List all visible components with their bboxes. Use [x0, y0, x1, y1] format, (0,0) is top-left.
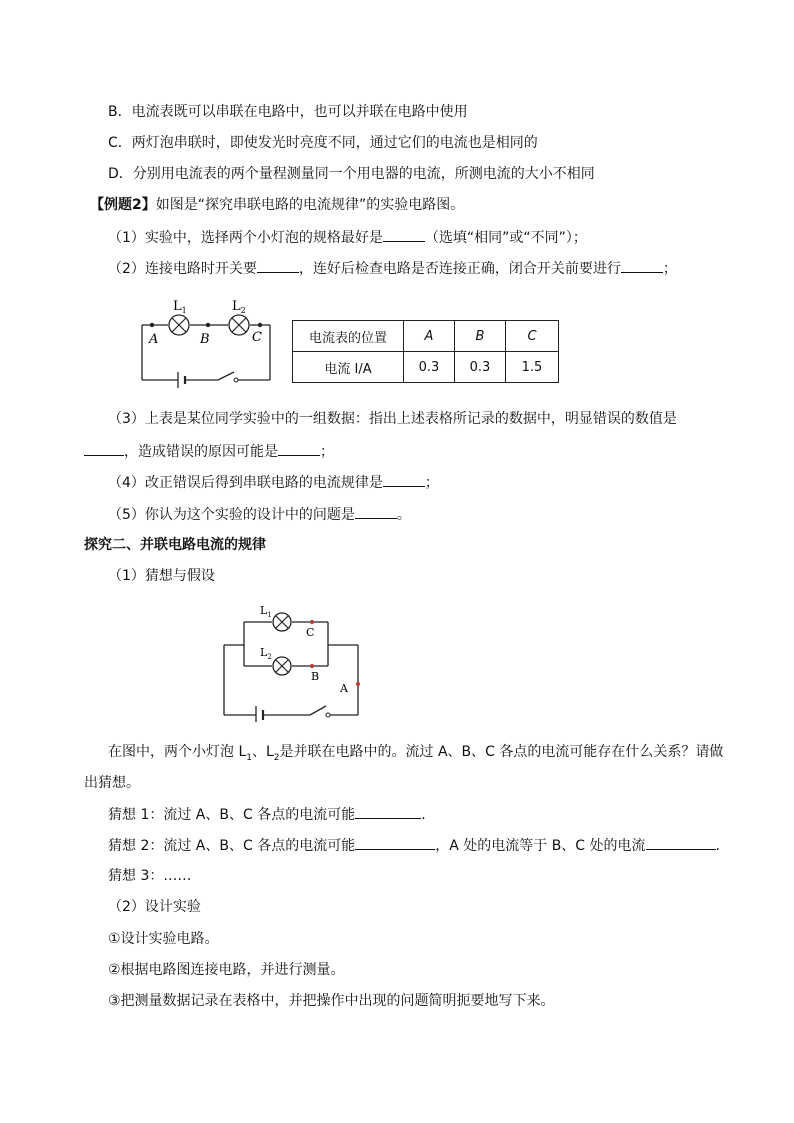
- question-3: [108, 409, 677, 429]
- answer-blank[interactable]: [621, 258, 663, 273]
- switch-contact: [234, 378, 238, 382]
- section-2-paragraph-cont: 出猜想。: [84, 775, 140, 791]
- question-2: [108, 258, 677, 279]
- option-c: C．两灯泡串联时，即使发光时亮度不同，通过它们的电流也是相同的: [108, 135, 538, 151]
- lamp-1-icon: [169, 315, 189, 335]
- point-a-label: A: [340, 682, 348, 695]
- question-4: [108, 472, 439, 493]
- switch-contact: [326, 713, 330, 717]
- guess-2-text: 猜想 2：流过 A、B、C 各点的电流可能: [108, 838, 356, 854]
- step-item-1: ①设计实验电路。: [108, 931, 219, 947]
- q2-text-end: ；: [662, 261, 677, 277]
- question-5: [108, 504, 411, 525]
- para-text: 、L: [251, 744, 274, 760]
- point-c-label: C: [252, 330, 262, 345]
- answer-blank[interactable]: [84, 441, 124, 456]
- point-c-label: C: [306, 626, 315, 639]
- option-d: D．分别用电流表的两个量程测量同一个用电器的电流，所测电流的大小不相同: [108, 166, 595, 182]
- switch-lever: [310, 706, 326, 715]
- point-a-dot: [150, 323, 154, 327]
- section-2-step-1: （1）猜想与假设: [108, 568, 215, 584]
- lamp-2-label: $L_2$: [232, 299, 246, 315]
- table-cell: 1.5: [506, 352, 559, 383]
- point-b-dot: [310, 664, 314, 668]
- section-2-step-2: （2）设计实验: [108, 899, 201, 915]
- lamp-1-label: $L_1$: [173, 299, 187, 315]
- q3-text-end: ；: [320, 444, 334, 460]
- lamp-2-label: $L_2$: [260, 646, 272, 661]
- question-1: [108, 227, 587, 248]
- guess-2: [108, 835, 720, 856]
- point-b-dot: [206, 323, 210, 327]
- question-3-cont: [84, 441, 334, 462]
- point-b-label: B: [311, 670, 320, 683]
- table-header-cell: 电流表的位置: [293, 321, 404, 352]
- answer-blank[interactable]: [383, 227, 425, 242]
- q4-text-end: ；: [424, 475, 439, 491]
- guess-3: 猜想 3：……: [108, 868, 192, 884]
- lamp-2-icon: [273, 657, 291, 675]
- point-a-dot: [356, 682, 360, 686]
- example2-intro: [90, 195, 464, 215]
- table-header-cell: C: [506, 321, 559, 352]
- q1-text: （1）实验中，选择两个小灯泡的规格最好是: [108, 230, 383, 246]
- q4-text: （4）改正错误后得到串联电路的电流规律是: [108, 475, 383, 491]
- table-row: [293, 352, 559, 383]
- q3-text: （3）上表是某位同学实验中的一组数据：指出上述表格所记录的数据中，明显错误的数值是: [108, 411, 677, 427]
- table-cell: 0.3: [404, 352, 455, 383]
- table-row-label: 电流 I/A: [293, 352, 404, 383]
- answer-blank[interactable]: [383, 472, 425, 487]
- table-cell: 0.3: [455, 352, 506, 383]
- table-row: [293, 321, 559, 352]
- q2-text-mid: ，连好后检查电路是否连接正确，闭合开关前要进行: [298, 261, 621, 277]
- step-item-2: ②根据电路图连接电路，并进行测量。: [108, 962, 345, 978]
- answer-blank[interactable]: [257, 258, 299, 273]
- current-measurement-table: [292, 320, 559, 383]
- para-text: 是并联在电路中的。流过 A、B、C 各点的电流可能存在什么关系？请做: [279, 744, 724, 760]
- lamp-1-label: $L_1$: [260, 604, 272, 619]
- point-b-label: B: [200, 332, 210, 347]
- table-header-cell: A: [404, 321, 455, 352]
- answer-blank[interactable]: [646, 835, 716, 850]
- table-header-cell: B: [455, 321, 506, 352]
- answer-blank[interactable]: [278, 441, 320, 456]
- example2-intro-text: 如图是“探究串联电路的电流规律”的实验电路图。: [155, 197, 465, 213]
- step-item-3: ③把测量数据记录在表格中，并把操作中出现的问题简明扼要地写下来。: [108, 993, 555, 1009]
- guess-1: [108, 804, 426, 825]
- para-subscript: 1: [246, 752, 252, 763]
- point-c-dot: [258, 323, 262, 327]
- parallel-circuit-diagram: [214, 600, 374, 722]
- q5-text: （5）你认为这个实验的设计中的问题是: [108, 507, 355, 523]
- q5-text-end: 。: [396, 507, 411, 523]
- answer-blank[interactable]: [355, 804, 421, 819]
- para-text: 在图中，两个小灯泡 L: [108, 744, 247, 760]
- guess-1-end: .: [421, 807, 426, 823]
- section-2-paragraph: [108, 742, 723, 768]
- series-circuit-diagram: [130, 294, 280, 390]
- point-c-dot: [310, 620, 314, 624]
- q3-text-mid: ，造成错误的原因可能是: [124, 444, 278, 460]
- point-a-label: A: [149, 332, 159, 347]
- q2-text: （2）连接电路时开关要: [108, 261, 257, 277]
- guess-1-text: 猜想 1：流过 A、B、C 各点的电流可能: [108, 807, 356, 823]
- q1-text-end: （选填“相同”或“不同”）；: [424, 230, 587, 246]
- guess-2-text-mid: ，A 处的电流等于 B、C 处的电流: [435, 838, 646, 854]
- switch-lever: [218, 372, 234, 380]
- answer-blank[interactable]: [355, 504, 397, 519]
- answer-blank[interactable]: [355, 835, 435, 850]
- option-b: B．电流表既可以串联在电路中，也可以并联在电路中使用: [108, 104, 468, 120]
- para-subscript: 2: [273, 752, 280, 763]
- guess-2-end: .: [715, 838, 720, 854]
- lamp-2-icon: [229, 315, 249, 335]
- section-2-title: 探究二、并联电路电流的规律: [84, 537, 266, 553]
- lamp-1-icon: [273, 613, 291, 631]
- example2-tag: 【例题2】: [90, 197, 156, 213]
